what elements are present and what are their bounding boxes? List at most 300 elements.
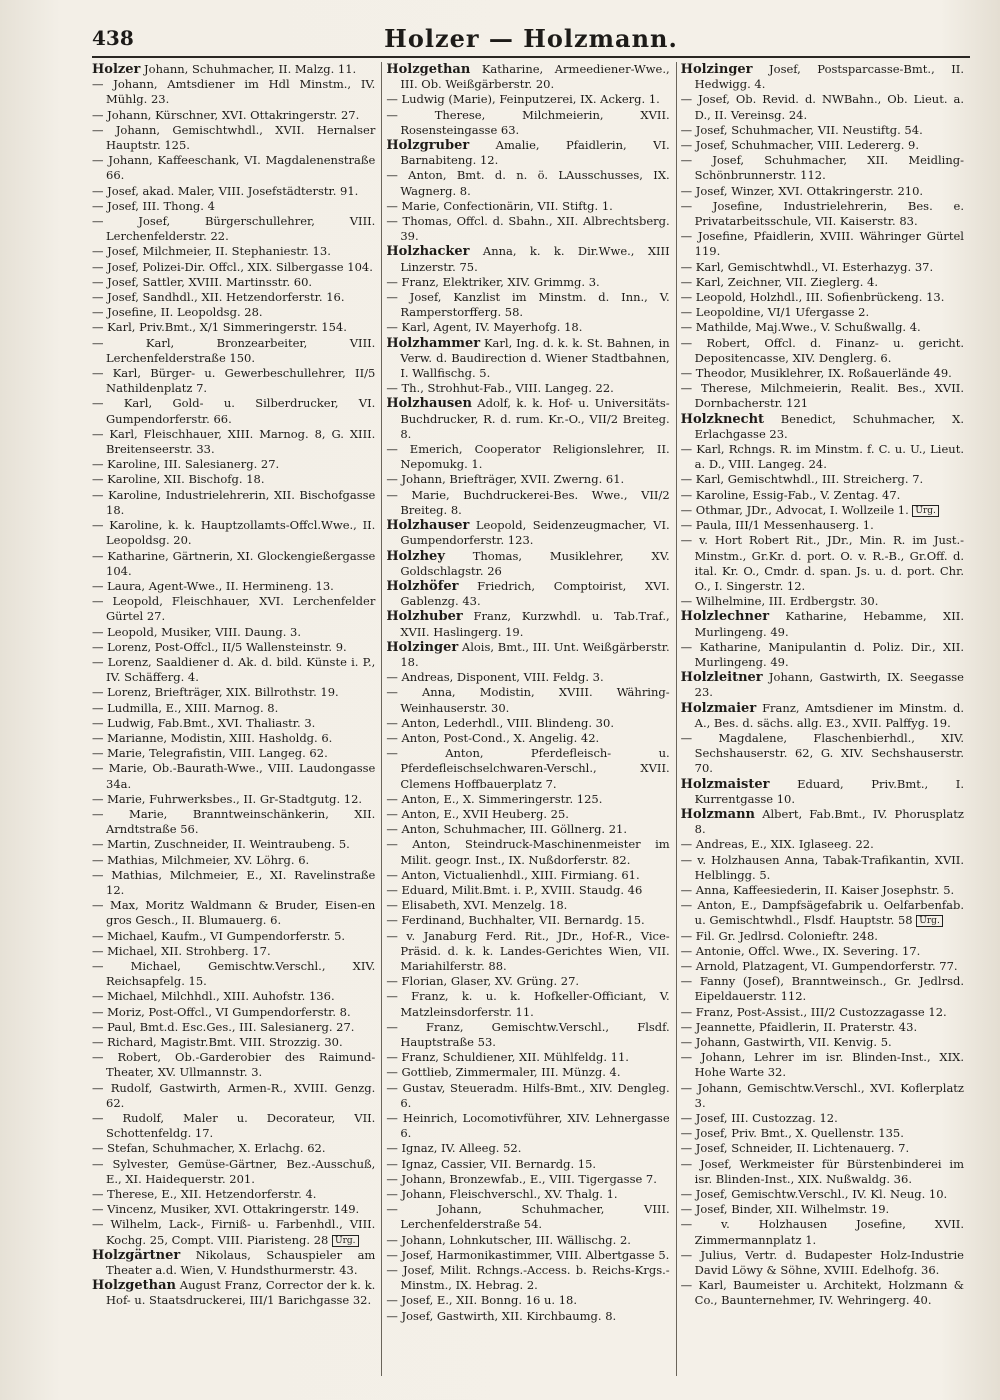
entry-surname: Holzhausen xyxy=(386,396,472,412)
directory-entry xyxy=(386,1141,669,1156)
entry-text: — Johann, Bronzewfab., E., VIII. Tigergasse 7. xyxy=(386,1171,657,1186)
directory-entry xyxy=(92,305,375,320)
entry-text: — Mathias, Milchmeier, XV. Löhrg. 6. xyxy=(92,852,310,867)
entry-text: — Ignaz, IV. Alleeg. 52. xyxy=(386,1141,522,1156)
directory-entry xyxy=(386,989,669,1019)
directory-entry xyxy=(92,625,375,640)
entry-text: — Heinrich, Locomotivführer, XIV. Lehnergasse 6. xyxy=(386,1111,670,1141)
entry-surname: Holzmaier xyxy=(680,700,757,716)
entry-text: — Andreas, Disponent, VIII. Feldg. 3. xyxy=(386,670,604,685)
entry-text: — Robert, Ob.-Garderobier des Raimund-Theater, XV. Ullmannstr. 3. xyxy=(92,1050,376,1080)
directory-entry xyxy=(92,655,375,685)
entry-surname: Holzmann xyxy=(680,806,756,822)
entry-text: Karl, Ing. d. k. k. St. Bahnen, in Verw. d. Baudirection d. Wiener Stadtbahnen, I. Wallfischg. 5. xyxy=(400,335,670,381)
directory-entry xyxy=(386,1233,669,1248)
entry-text: — Josefine, II. Leopoldsg. 28. xyxy=(92,305,263,320)
entry-text: Nikolaus, Schauspieler am Theater a.d. Wien, V. Hundsthurmerstr. 43. xyxy=(106,1247,376,1278)
directory-entry xyxy=(681,1202,964,1217)
directory-entry xyxy=(92,108,375,123)
directory-entry xyxy=(386,275,669,290)
entry-text: — Anton, Schuhmacher, III. Göllnerg. 21. xyxy=(386,822,628,837)
entry-text: Johann, Schuhmacher, II. Malzg. 11. xyxy=(140,62,357,76)
entry-text: — Ludmilla, E., XIII. Marnog. 8. xyxy=(92,700,279,715)
entry-text: — Therese, E., XII. Hetzendorferstr. 4. xyxy=(92,1187,317,1202)
directory-entry xyxy=(681,503,964,518)
directory-entry xyxy=(386,974,669,989)
entry-text: — Florian, Glaser, XV. Grüng. 27. xyxy=(386,974,580,989)
directory-entry xyxy=(92,929,375,944)
directory-entry xyxy=(386,1172,669,1187)
entry-text: — Josef, Polizei-Dir. Offcl., XIX. Silbergasse 104. xyxy=(92,259,373,274)
directory-entry xyxy=(386,1263,669,1293)
entry-text: — Johann, Kaffeeschank, VI. Magdalenenstraße 66. xyxy=(92,153,376,183)
entry-text: — Karl, Fleischhauer, XIII. Marnog. 8, G. XIII. Breitenseerstr. 33. xyxy=(92,426,376,457)
entry-text: — Johann, Lehrer im isr. Blinden-Inst., XIX. Hohe Warte 32. xyxy=(680,1050,964,1080)
directory-entry xyxy=(92,549,375,579)
directory-entry xyxy=(386,1065,669,1080)
directory-entry xyxy=(681,1035,964,1050)
directory-entry xyxy=(92,1141,375,1156)
directory-entry xyxy=(681,488,964,503)
directory-entry xyxy=(92,1187,375,1202)
directory-entry xyxy=(386,396,669,442)
entry-text: — Josef, akad. Maler, VIII. Josefstädterstr. 91. xyxy=(92,183,359,198)
entry-text: — Josef, Gemischtw.Verschl., IV. Kl. Neug. 10. xyxy=(680,1187,948,1202)
entry-text: — Anton, Bmt. d. n. ö. LAusschusses, IX. Wagnerg. 8. xyxy=(386,168,670,198)
directory-entry xyxy=(681,138,964,153)
entry-text: — Josef, Binder, XII. Wilhelmstr. 19. xyxy=(680,1202,890,1217)
directory-entry xyxy=(92,123,375,153)
entry-text: — Karl, Priv.Bmt., X/1 Simmeringerstr. 154. xyxy=(92,320,347,335)
entry-text: — Arnold, Platzagent, VI. Gumpendorferstr. 77. xyxy=(680,958,958,973)
entry-text: — Josef, Milit. Rchngs.-Access. b. Reichs-Krgs.-Minstm., IX. Hebrag. 2. xyxy=(386,1263,670,1293)
entry-text: — Karl, Bronzearbeiter, VIII. Lerchenfelderstraße 150. xyxy=(92,335,376,365)
directory-entry xyxy=(681,199,964,229)
directory-entry xyxy=(386,1293,669,1308)
directory-entry xyxy=(681,959,964,974)
directory-entry xyxy=(386,913,669,928)
urgent-badge: Urg. xyxy=(916,915,943,927)
directory-entry xyxy=(681,594,964,609)
entry-text: — Josef, Ob. Revid. d. NWBahn., Ob. Lieut. a. D., II. Vereinsg. 24. xyxy=(680,92,964,122)
header-rule xyxy=(92,56,970,58)
entry-surname: Holzinger xyxy=(680,62,753,77)
entry-text: — Othmar, JDr., Advocat, I. Wollzeile 1. xyxy=(680,502,909,517)
entry-text: — Josef, Schneider, II. Lichtenauerg. 7. xyxy=(680,1141,910,1156)
page-number: 438 xyxy=(92,26,134,50)
entry-text: — v. Holzhausen Anna, Tabak-Trafikantin, XVII. Helblingg. 5. xyxy=(680,852,964,882)
directory-entry xyxy=(681,974,964,1004)
entry-text: — Franz, Gemischtw.Verschl., Flsdf. Hauptstraße 53. xyxy=(386,1019,670,1049)
directory-entry xyxy=(386,883,669,898)
entry-text: — Karl, Zeichner, VII. Zieglerg. 4. xyxy=(680,274,878,289)
directory-entry xyxy=(681,518,964,533)
entry-text: Anna, k. k. Dir.Wwe., XIII Linzerstr. 75. xyxy=(400,244,670,274)
entry-text: — v. Holzhausen Josefine, XVII. Zimmermannplatz 1. xyxy=(680,1217,964,1247)
entry-text: — Leopold, Holzhdl., III. Sofienbrückeng. 13. xyxy=(680,290,945,305)
entry-text: — Sylvester, Gemüse-Gärtner, Bez.-Ausschuß, E., XI. Haidequerstr. 201. xyxy=(92,1156,376,1186)
directory-entry xyxy=(681,290,964,305)
directory-entry xyxy=(92,959,375,989)
directory-entry xyxy=(92,275,375,290)
directory-entry xyxy=(681,442,964,472)
directory-entry xyxy=(386,670,669,685)
entry-text: — Therese, Milchmeierin, Realit. Bes., XVII. Dornbacherstr. 121 xyxy=(680,381,964,411)
directory-entry xyxy=(681,184,964,199)
directory-entry xyxy=(92,1248,375,1278)
directory-entry xyxy=(681,275,964,290)
entry-text: Josef, Postsparcasse-Bmt., II. Hedwigg. 4. xyxy=(694,62,964,92)
entry-surname: Holzhammer xyxy=(386,335,481,351)
urgent-badge: Urg. xyxy=(332,1235,359,1247)
entry-text: — Therese, Milchmeierin, XVII. Rosensteingasse 63. xyxy=(386,107,670,137)
entry-surname: Holzhuber xyxy=(386,609,463,625)
directory-entry xyxy=(386,1309,669,1324)
directory-entry xyxy=(681,1020,964,1035)
entry-text: — Johann, Briefträger, XVII. Zwerng. 61. xyxy=(386,472,625,487)
entry-surname: Holzhöfer xyxy=(386,578,459,594)
directory-entry xyxy=(386,792,669,807)
directory-entry xyxy=(92,1081,375,1111)
directory-entry xyxy=(92,685,375,700)
entry-text: — Josef, E., XII. Bonng. 16 u. 18. xyxy=(386,1293,577,1308)
entry-text: — Michael, XII. Strohberg. 17. xyxy=(92,943,271,958)
entry-text: — Max, Moritz Waldmann & Bruder, Eisen-en gros Gesch., II. Blumauerg. 6. xyxy=(92,898,376,928)
directory-entry xyxy=(681,1157,964,1187)
directory-entry xyxy=(681,472,964,487)
entry-text: — Katharine, Manipulantin d. Poliz. Dir., XII. Murlingeng. 49. xyxy=(680,639,964,669)
urgent-badge: Urg. xyxy=(912,505,939,517)
directory-entry xyxy=(92,807,375,837)
directory-entry xyxy=(92,457,375,472)
entry-text: — Josef, Schuhmacher, VIII. Ledererg. 9. xyxy=(680,138,920,153)
directory-entry xyxy=(681,1005,964,1020)
entry-surname: Holzhey xyxy=(386,548,445,564)
entry-text: Adolf, k. k. Hof- u. Universitäts-Buchdrucker, R. d. rum. Kr.-O., VII/2 Breiteg. 8. xyxy=(400,396,670,441)
entry-text: — Marianne, Modistin, XIII. Hasholdg. 6. xyxy=(92,730,333,745)
entry-text: — Josef, Werkmeister für Bürstenbinderei im isr. Blinden-Inst., XIX. Nußwaldg. 36. xyxy=(680,1156,964,1186)
entry-text: — Anton, Lederhdl., VIII. Blindeng. 30. xyxy=(386,715,614,730)
directory-entry xyxy=(92,837,375,852)
directory-entry xyxy=(92,594,375,624)
entry-text: — Marie, Branntweinschänkerin, XII. Arndtstraße 56. xyxy=(92,806,376,837)
directory-entry xyxy=(92,640,375,655)
directory-entry xyxy=(681,305,964,320)
entry-text: Franz, Amtsdiener im Minstm. d. A., Bes. d. sächs. allg. E3., XVII. Palffyg. 19. xyxy=(694,700,964,730)
directory-entry xyxy=(92,761,375,791)
entry-text: — Franz, Post-Assist., III/2 Custozzagasse 12. xyxy=(680,1004,947,1019)
directory-entry xyxy=(681,1187,964,1202)
entry-text: — Andreas, E., XIX. Iglaseeg. 22. xyxy=(680,837,874,852)
directory-entry xyxy=(92,1050,375,1080)
directory-entry xyxy=(681,898,964,928)
directory-entry xyxy=(386,320,669,335)
entry-text: — Marie, Telegrafistin, VIII. Langeg. 62. xyxy=(92,746,328,761)
entry-text: — Robert, Offcl. d. Finanz- u. gericht. Depositencasse, XIV. Denglerg. 6. xyxy=(680,335,964,365)
entry-text: — Gustav, Steueradm. Hilfs-Bmt., XIV. Dengleg. 6. xyxy=(386,1080,670,1110)
entry-text: Leopold, Seidenzeugmacher, VI. Gumpendorferstr. 123. xyxy=(400,518,670,548)
directory-entry xyxy=(92,290,375,305)
entry-text: — Fil. Gr. Jedlrsd. Colonieftr. 248. xyxy=(680,928,878,943)
entry-text: — Josef, Schuhmacher, VII. Neustiftg. 54. xyxy=(680,122,923,137)
directory-entry xyxy=(386,898,669,913)
entry-surname: Holzleitner xyxy=(680,670,763,686)
entry-text: — Johann, Amtsdiener im Hdl Minstm., IV. Mühlg. 23. xyxy=(92,77,376,107)
directory-entry xyxy=(92,1217,375,1247)
entry-text: — Emerich, Cooperator Religionslehrer, II. Nepomukg. 1. xyxy=(386,442,670,472)
directory-entry xyxy=(92,1202,375,1217)
directory-entry xyxy=(681,944,964,959)
directory-entry xyxy=(92,792,375,807)
directory-entry xyxy=(386,1187,669,1202)
entry-surname: Holzgethan xyxy=(386,62,471,77)
directory-entry xyxy=(92,1005,375,1020)
entry-text: — Marie, Ob.-Baurath-Wwe., VIII. Laudongasse 34a. xyxy=(92,761,376,791)
entry-text: — Lorenz, Post-Offcl., II/5 Wallensteinstr. 9. xyxy=(92,639,347,654)
directory-entry xyxy=(386,336,669,382)
directory-entry xyxy=(386,214,669,244)
entry-text: — Karoline, Industrielehrerin, XII. Bischofgasse 18. xyxy=(92,487,376,517)
entry-text: — Josef, Kanzlist im Minstm. d. Inn., V. Ramperstorfferg. 58. xyxy=(386,290,670,320)
column-2 xyxy=(381,62,675,1376)
entry-text: — Leopold, Musiker, VIII. Daung. 3. xyxy=(92,624,302,639)
directory-entry xyxy=(92,62,375,77)
entry-text: Amalie, Pfaidlerin, VI. Barnabiteng. 12. xyxy=(400,138,670,168)
entry-text: — Josef, Milchmeier, II. Stephaniestr. 13. xyxy=(92,244,331,259)
directory-entry xyxy=(92,853,375,868)
entry-text: — Johann, Schuhmacher, VIII. Lerchenfelderstraße 54. xyxy=(386,1202,670,1232)
entry-surname: Holzinger xyxy=(386,639,459,655)
directory-entry xyxy=(92,1020,375,1035)
directory-entry xyxy=(681,640,964,670)
entry-surname: Holzer xyxy=(92,62,141,77)
column-1 xyxy=(92,62,381,1376)
entry-text: — Ignaz, Cassier, VII. Bernardg. 15. xyxy=(386,1156,597,1171)
directory-entry xyxy=(92,716,375,731)
entry-text: — Richard, Magistr.Bmt. VIII. Strozzig. 30. xyxy=(92,1035,343,1049)
directory-entry xyxy=(681,1278,964,1308)
directory-entry xyxy=(386,381,669,396)
directory-entry xyxy=(386,929,669,975)
directory-entry xyxy=(386,1248,669,1263)
entry-surname: Holzknecht xyxy=(680,411,765,427)
entry-text: — Franz, Schuldiener, XII. Mühlfeldg. 11. xyxy=(386,1050,629,1065)
entry-text: — Johann, Lohnkutscher, III. Wällischg. 2. xyxy=(386,1232,631,1247)
directory-entry xyxy=(681,609,964,639)
directory-entry xyxy=(681,837,964,852)
entry-surname: Holzhacker xyxy=(386,244,470,260)
columns-container xyxy=(92,62,970,1376)
directory-entry xyxy=(386,822,669,837)
entry-text: Thomas, Musiklehrer, XV. Goldschlagstr. 26 xyxy=(400,548,670,578)
entry-text: — Rudolf, Maler u. Decorateur, VII. Schottenfeldg. 17. xyxy=(92,1111,376,1141)
directory-entry xyxy=(681,533,964,594)
directory-entry xyxy=(681,153,964,183)
entry-text: — v. Hort Robert Rit., JDr., Min. R. im Just.-Minstm., Gr.Kr. d. port. O. v. R.-B., Gr.Off. d. ital. Kr. O., Cmdr. d. span. Js. u. d. port. Chr. O., I. Singerstr. 12. xyxy=(680,533,964,593)
entry-text: — Anna, Modistin, XVIII. Währing-Weinhauserstr. 30. xyxy=(386,685,670,715)
directory-entry xyxy=(92,518,375,548)
directory-entry xyxy=(681,1050,964,1080)
directory-entry xyxy=(92,427,375,457)
entry-text: — Karl, Gold- u. Silberdrucker, VI. Gumpendorferstr. 66. xyxy=(92,396,376,426)
entry-text: — Anton, Post-Cond., X. Angelig. 42. xyxy=(386,730,600,745)
entry-text: — Karl, Rchngs. R. im Minstm. f. C. u. U., Lieut. a. D., VIII. Langeg. 24. xyxy=(680,442,964,472)
directory-entry xyxy=(386,716,669,731)
entry-text: August Franz, Corrector der k. k. Hof- u. Staatsdruckerei, III/1 Barichgasse 32. xyxy=(106,1278,376,1308)
entry-text: — Stefan, Schuhmacher, X. Erlachg. 62. xyxy=(92,1141,326,1156)
entry-text: — Johann, Gemischtwhdl., XVII. Hernalser Hauptstr. 125. xyxy=(92,122,376,153)
entry-text: — Johann, Kürschner, XVI. Ottakringerstr. 27. xyxy=(92,107,360,122)
entry-text: — Laura, Agent-Wwe., II. Hermineng. 13. xyxy=(92,578,334,593)
entry-surname: Holzgruber xyxy=(386,138,470,154)
entry-text: — Fanny (Josef), Branntweinsch., Gr. Jedlrsd. Eipeldauerstr. 112. xyxy=(680,974,964,1004)
entry-text: — Anton, Steindruck-Maschinenmeister im Milit. geogr. Inst., IX. Nußdorferstr. 82. xyxy=(386,837,670,867)
directory-entry xyxy=(681,701,964,731)
directory-entry xyxy=(386,168,669,198)
directory-entry xyxy=(92,944,375,959)
entry-text: — Paul, Bmt.d. Esc.Ges., III. Salesianerg. 27. xyxy=(92,1019,355,1034)
directory-entry xyxy=(92,336,375,366)
entry-text: — Johann, Fleischverschl., XV. Thalg. 1. xyxy=(386,1187,618,1202)
entry-surname: Holzlechner xyxy=(680,609,770,625)
directory-entry xyxy=(386,1202,669,1232)
entry-text: — Theodor, Musiklehrer, IX. Roßauerlände 49. xyxy=(680,366,952,381)
entry-text: — Vincenz, Musiker, XVI. Ottakringerstr. 149. xyxy=(92,1202,360,1217)
entry-text: — Anton, E., XVII Heuberg. 25. xyxy=(386,806,569,821)
entry-text: — Josefine, Industrielehrerin, Bes. e. Privatarbeitsschule, VII. Kaiserstr. 83. xyxy=(680,198,964,229)
entry-text: — Anna, Kaffeesiederin, II. Kaiser Josephstr. 5. xyxy=(680,882,955,897)
directory-entry xyxy=(681,1248,964,1278)
entry-text: — Gottlieb, Zimmermaler, III. Münzg. 4. xyxy=(386,1065,621,1080)
entry-text: Katharine, Armeediener-Wwe., III. Ob. Weißgärberstr. 20. xyxy=(400,62,670,92)
directory-entry xyxy=(681,336,964,366)
entry-text: — Karl, Gemischtwhdl., III. Streicherg. 7. xyxy=(680,472,924,487)
entry-surname: Holzgärtner xyxy=(92,1247,181,1263)
entry-text: — Marie, Fuhrwerksbes., II. Gr-Stadtgutg. 12. xyxy=(92,791,363,806)
directory-entry xyxy=(92,1157,375,1187)
directory-entry xyxy=(386,244,669,274)
entry-text: — Leopold, Fleischhauer, XVI. Lerchenfelder Gürtel 27. xyxy=(92,594,376,624)
entry-text: — Eduard, Milit.Bmt. i. P., XVIII. Staudg. 46 xyxy=(386,882,643,897)
directory-entry xyxy=(681,929,964,944)
entry-text: — Anton, E., X. Simmeringerstr. 125. xyxy=(386,791,603,806)
directory-entry xyxy=(92,731,375,746)
directory-entry xyxy=(386,1081,669,1111)
directory-entry xyxy=(92,579,375,594)
entry-text: — Johann, Gastwirth, VII. Kenvig. 5. xyxy=(680,1035,892,1049)
entry-text: Albert, Fab.Bmt., IV. Phorusplatz 8. xyxy=(694,806,964,837)
entry-text: Friedrich, Comptoirist, XVI. Gablenzg. 43. xyxy=(400,578,670,609)
entry-text: — Magdalene, Flaschenbierhdl., XIV. Sechshauserstr. 62, G. XIV. Sechshauserstr. 70. xyxy=(680,730,964,776)
entry-text: — Elisabeth, XVI. Menzelg. 18. xyxy=(386,898,568,913)
entry-text: — Leopoldine, VI/1 Ufergasse 2. xyxy=(680,305,870,320)
directory-entry xyxy=(681,320,964,335)
directory-entry xyxy=(92,898,375,928)
directory-entry xyxy=(681,777,964,807)
entry-surname: Holzgethan xyxy=(92,1278,176,1294)
entry-text: — Mathilde, Maj.Wwe., V. Schußwallg. 4. xyxy=(680,320,921,335)
entry-text: — Franz, Elektriker, XIV. Grimmg. 3. xyxy=(386,274,600,289)
entry-text: — Karoline, Essig-Fab., V. Zentag. 47. xyxy=(680,487,901,502)
entry-text: — Anton, Pferdefleisch- u. Pferdefleischselchwaren-Verschl., XVII. Clemens Hoffbauerplatz 7. xyxy=(386,746,670,791)
entry-text: — Josef, III. Thong. 4 xyxy=(92,198,215,213)
directory-entry xyxy=(92,1278,375,1308)
entry-text: Johann, Gastwirth, IX. Seegasse 23. xyxy=(694,670,964,700)
directory-entry xyxy=(681,366,964,381)
entry-text: Katharine, Hebamme, XII. Murlingeng. 49. xyxy=(694,609,964,639)
directory-entry xyxy=(92,320,375,335)
directory-entry xyxy=(92,77,375,107)
directory-entry xyxy=(681,62,964,92)
directory-entry xyxy=(681,883,964,898)
entry-text: — Marie, Confectionärin, VII. Stiftg. 1. xyxy=(386,198,613,213)
directory-entry xyxy=(386,640,669,670)
entry-text: — Ferdinand, Buchhalter, VII. Bernardg. 15. xyxy=(386,913,645,928)
entry-text: — Wilhelmine, III. Erdbergstr. 30. xyxy=(680,594,879,609)
entry-text: Eduard, Priv.Bmt., I. Kurrentgasse 10. xyxy=(694,776,964,806)
entry-surname: Holzhauser xyxy=(386,518,470,534)
directory-entry xyxy=(92,244,375,259)
directory-entry xyxy=(92,396,375,426)
entry-text: — Antonie, Offcl. Wwe., IX. Severing. 17. xyxy=(680,943,921,958)
directory-entry xyxy=(92,214,375,244)
entry-text: — Josef, Harmonikastimmer, VIII. Albertgasse 5. xyxy=(386,1247,670,1262)
entry-text: — Mathias, Milchmeier, E., XI. Ravelinstraße 12. xyxy=(92,867,376,897)
directory-entry xyxy=(681,1217,964,1247)
entry-text: — Josef, Winzer, XVI. Ottakringerstr. 210. xyxy=(680,183,924,198)
directory-entry xyxy=(386,579,669,609)
directory-entry xyxy=(681,670,964,700)
entry-text: — Josef, Gastwirth, XII. Kirchbaumg. 8. xyxy=(386,1308,617,1323)
entry-text: — Franz, k. u. k. Hofkeller-Officiant, V. Matzleinsdorferstr. 11. xyxy=(386,989,670,1019)
directory-entry xyxy=(92,153,375,183)
directory-entry xyxy=(92,868,375,898)
directory-entry xyxy=(386,807,669,822)
directory-entry xyxy=(92,746,375,761)
directory-entry xyxy=(386,108,669,138)
directory-entry xyxy=(681,92,964,122)
entry-text: — Moriz, Post-Offcl., VI Gumpendorferstr. 8. xyxy=(92,1004,351,1019)
directory-entry xyxy=(386,609,669,639)
directory-entry xyxy=(386,442,669,472)
directory-entry xyxy=(681,260,964,275)
directory-entry xyxy=(386,518,669,548)
entry-text: — Ludwig, Fab.Bmt., XVI. Thaliastr. 3. xyxy=(92,715,316,730)
entry-text: — Josef, Bürgerschullehrer, VIII. Lerchenfelderstr. 22. xyxy=(92,214,376,244)
entry-text: — Karl, Baumeister u. Architekt, Holzmann & Co., Baunternehmer, IV. Wehringerg. 40. xyxy=(680,1278,964,1308)
directory-entry xyxy=(681,853,964,883)
directory-entry xyxy=(681,229,964,259)
entry-text: — Josef, Sattler, XVIII. Martinsstr. 60. xyxy=(92,274,313,289)
directory-entry xyxy=(681,1111,964,1126)
entry-text: — Jeannette, Pfaidlerin, II. Praterstr. 43. xyxy=(680,1019,918,1034)
directory-entry xyxy=(386,472,669,487)
entry-text: — Thomas, Offcl. d. Sbahn., XII. Albrechtsberg. 39. xyxy=(386,214,670,244)
entry-text: — Anton, E., Dampfsägefabrik u. Oelfarbenfab. u. Gemischtwhdl., Flsdf. Hauptstr. 58 xyxy=(680,898,964,928)
entry-text: — Josef, Schuhmacher, XII. Meidling-Schönbrunnerstr. 112. xyxy=(680,153,964,183)
directory-entry xyxy=(92,366,375,396)
directory-entry xyxy=(386,488,669,518)
directory-entry xyxy=(386,1020,669,1050)
directory-entry xyxy=(681,1141,964,1156)
directory-entry xyxy=(92,472,375,487)
page-header-title: Holzer — Holzmann. xyxy=(384,24,678,53)
directory-entry xyxy=(386,868,669,883)
entry-text: — Johann, Gemischtw.Verschl., XVI. Koflerplatz 3. xyxy=(680,1080,964,1110)
entry-text: — Katharine, Gärtnerin, XI. Glockengießergasse 104. xyxy=(92,548,376,578)
directory-entry xyxy=(681,412,964,442)
entry-text: — Josef, Priv. Bmt., X. Quellenstr. 135. xyxy=(680,1126,904,1141)
